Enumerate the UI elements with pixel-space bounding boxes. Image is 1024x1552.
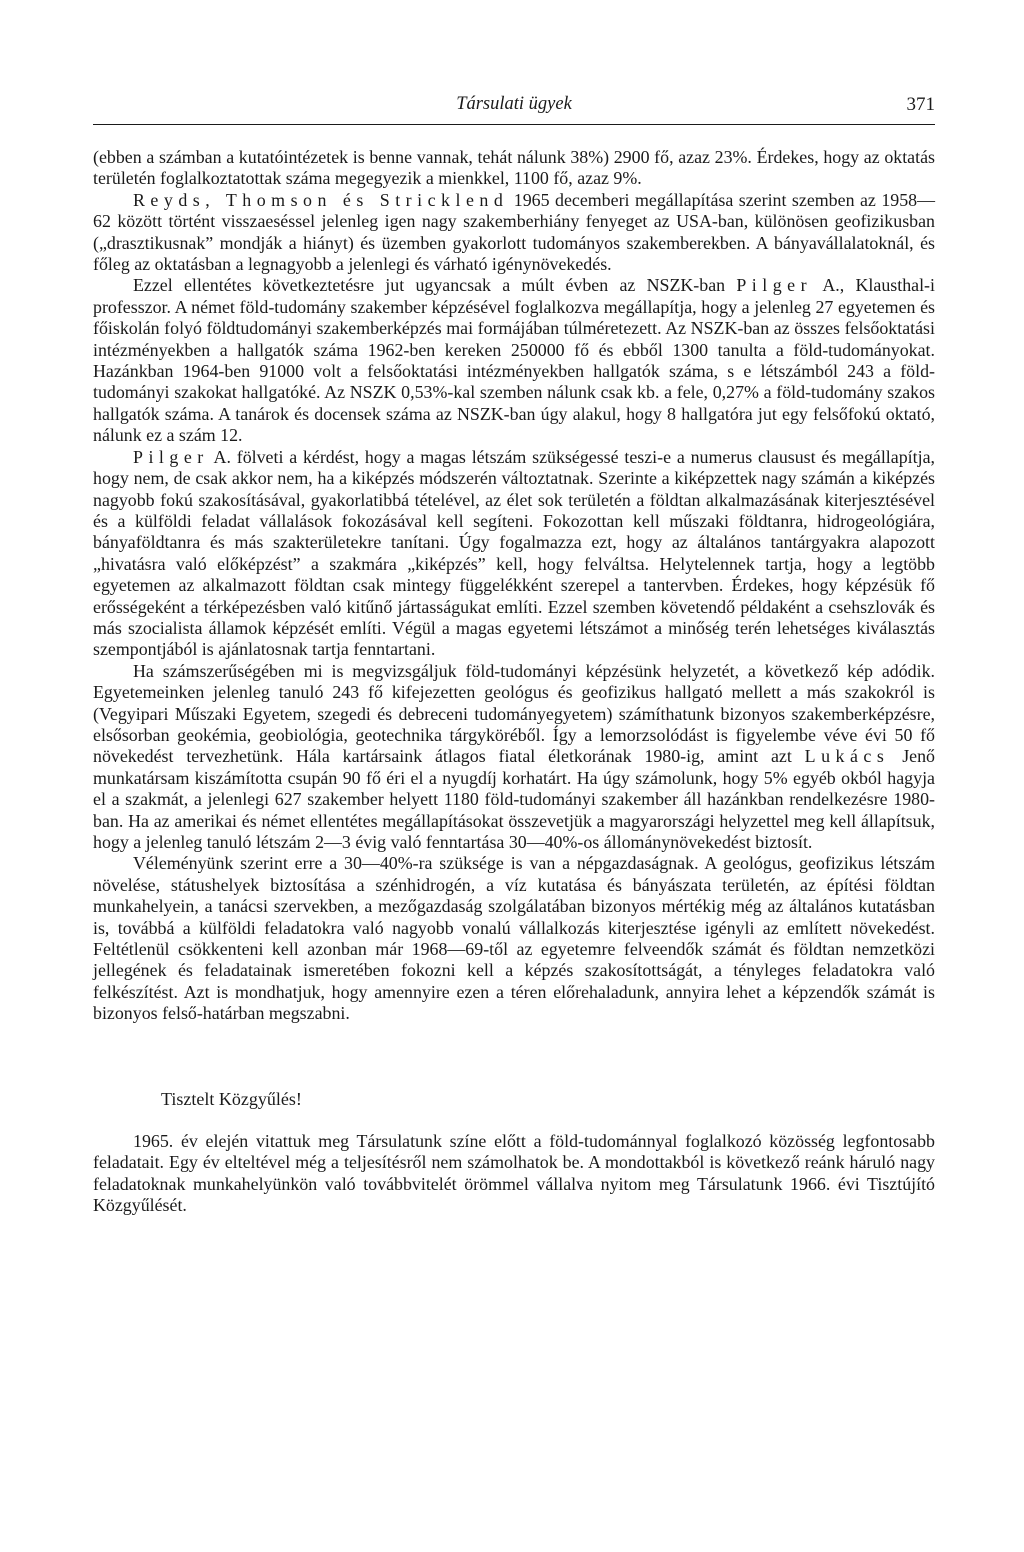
paragraph-4 — [93, 447, 935, 661]
paragraph-6: Véleményünk szerint erre a 30—40%-ra szüksége is van a népgazdaságnak. A geológus, geofizikus létszám növelése, státushelyek biztosítása a szénhidrogén, a víz kutatása és bányászata területén, az építési földtan munkahelyein, a tanácsi szervekben, a mezőgazdaság szolgálatában bizonyos mértékig még az általános kutatásban is, továbbá a külföldi feladatokra való nagyobb vonalú vállalkozás kiterjesztése igényli az említett növekedést. Feltétlenül csökkenteni kell azonban már 1968—69-től az egyetemre felveendők számát és földtan nemzetközi jellegének és feladatainak ismeretében fokozni kell a képzés szakosítottságát, a tényleges feladatokra való felkészítést. Azt is mondhatjuk, hogy amennyire ezen a téren előrehaladunk, annyira lehet a képzendők számát is bizonyos felső-határban megszabni. — [93, 853, 935, 1024]
document-page — [93, 88, 935, 1217]
paragraph-5 — [93, 661, 935, 854]
running-header — [93, 88, 935, 125]
salutation: Tisztelt Közgyűlés! — [161, 1088, 302, 1109]
salutation-spacer — [93, 1110, 935, 1131]
author-name-lukacs: Lukács — [804, 746, 890, 767]
paragraph-3-text-a: Ezzel ellentétes következtetésre jut ugyancsak a múlt évben az NSZK-ban — [133, 275, 737, 296]
author-name-pilger-2: Pilger — [133, 446, 209, 467]
author-name-pilger: Pilger — [736, 275, 813, 296]
author-names: Reyds, Thomson és Stricklend — [133, 189, 509, 210]
paragraph-2-text: 1965 decemberi megállapítása szerint szemben az 1958—62 között történt visszaeséssel jelenleg igen nagy szakemberhiány fenyeget az USA-ban, különösen geofizikusban („drasztikusnak” mondják a hiányt) és üzemben gyakorlott tudományos szakemberekben. A bányavállalatoknál, és főleg az oktatásban a legnagyobb a jelenlegi és várható igénynövekedés. — [93, 189, 935, 275]
section-spacer — [93, 1025, 935, 1089]
header-title: Társulati ügyek — [456, 94, 572, 114]
page-number: 371 — [906, 94, 935, 115]
paragraph-7: 1965. év elején vitattuk meg Társulatunk színe előtt a föld-tudománnyal foglalkozó közösség legfontosabb feladatait. Egy év elteltével még a teljesítésről nem számolhatok be. A mondottakból is következő reánk háruló nagy feladatoknak munkahelyünkön való továbbvitelét örömmel vállalva nyitom meg Társulatunk 1966. évi Tisztújító Közgyűlését. — [93, 1131, 935, 1216]
paragraph-3-text-b: A., Klausthal-i professzor. A német föld-tudomány szakember képzésével foglalkozva megállapítja, hogy a jelenleg 27 egyetemen és főiskolán folyó földtudományi szakemberképzés mai formájában túlméretezett. Az NSZK-ban az összes felsőoktatási intézményekben a hallgatók száma 1962-ben kereken 250000 fő és ebből 1300 tanulta a föld-tudományokat. Hazánkban 1964-ben 91000 volt a felsőoktatási intézményekben hallgatók száma, s e létszámból 243 a föld-tudományi szakokat hallgatóké. Az NSZK 0,53%-kal szemben nálunk csak kb. a fele, 0,27% a föld-tudomány szakos hallgatók száma. A tanárok és docensek száma az NSZK-ban úgy alakul, hogy 8 hallgatóra jut egy felsőfokú oktató, nálunk ez a szám 12. — [93, 275, 935, 446]
paragraph-2 — [93, 190, 935, 276]
paragraph-5-text-b: Jenő munkatársam kiszámította csupán 90 fő éri el a nyugdíj korhatárt. Ha úgy számolunk, hogy 5% egyéb okból hagyja el a szakmát, a jelenlegi 627 szakember helyett 1180 föld-tudományi szakember áll hazánkban rendelkezésre 1980-ban. Ha az amerikai és német ellentétes megállapításokat összevetjük a magyarországi helyzettel meg kell állapítsuk, hogy a jelenleg tanuló létszám 2—3 évig való fenntartása 30—40%-os állománynövekedést biztosít. — [93, 746, 935, 852]
paragraph-4-text: A. fölveti a kérdést, hogy a magas létszám szükségessé teszi-e a numerus clausust és megállapítja, hogy nem, de csak akkor nem, ha a kiképzés módszerén változtatnak. Szerinte a kiképzettek nagy számán a kiképzés nagyobb fokú szakosításával, gyakorlatibbá tételével, az élet sok területén a földtan alkalmazásának kiterjesztésével és a külföldi feladat vállalások fokozásával kell segíteni. Fokozottan kell műszaki földtanra, hidrogeológiára, bányaföldtanra és más szakterületekre tanítani. Úgy fogalmazza ezt, hogy az általános tantárgyakra alapozott „hivatásra való előképzést” a szakmára „kiképzés” kell, hogy felváltsa. Helytelennek tartja, hogy a legtöbb egyetemen az alkalmazott földtan csak mintegy függelékként szerepel a tantervben. Érdekes, hogy képzésük fő erősségeként a térképezésben való kitűnő jártasságukat említi. Ezzel szemben követendő példaként a csehszlovák és más szocialista államok képzését említi. Végül a magas egyetemi létszámot a minőség terén lehetséges kiválasztás szempontjából is ajánlatosnak tartja fenntartani. — [93, 446, 935, 660]
body-text — [93, 147, 935, 1217]
paragraph-5-text-a: Ha számszerűségében mi is megvizsgáljuk föld-tudományi képzésünk helyzetét, a következő kép adódik. Egyetemeinken jelenleg tanuló 243 fő kifejezetten geológus és geofizikus hallgató mellett a más szakokról is (Vegyipari Műszaki Egyetem, szegedi és debreceni tudományegyetem) számíthatunk bizonyos szakemberképzésre, elsősorban geokémia, geobiológia, geotechnika tárgyköréből. Így a lemorzsolódást is figyelembe véve évi 50 fő növekedést tervezhetünk. Hála kartársaink átlagos fiatal életkorának 1980-ig, amint azt — [93, 660, 935, 767]
paragraph-3 — [93, 275, 935, 446]
paragraph-1: (ebben a számban a kutatóintézetek is benne vannak, tehát nálunk 38%) 2900 fő, azaz 23%. Érdekes, hogy az oktatás területén foglalkoztatottak száma megegyezik a mienkkel, 1100 fő, azaz 9%. — [93, 147, 935, 189]
